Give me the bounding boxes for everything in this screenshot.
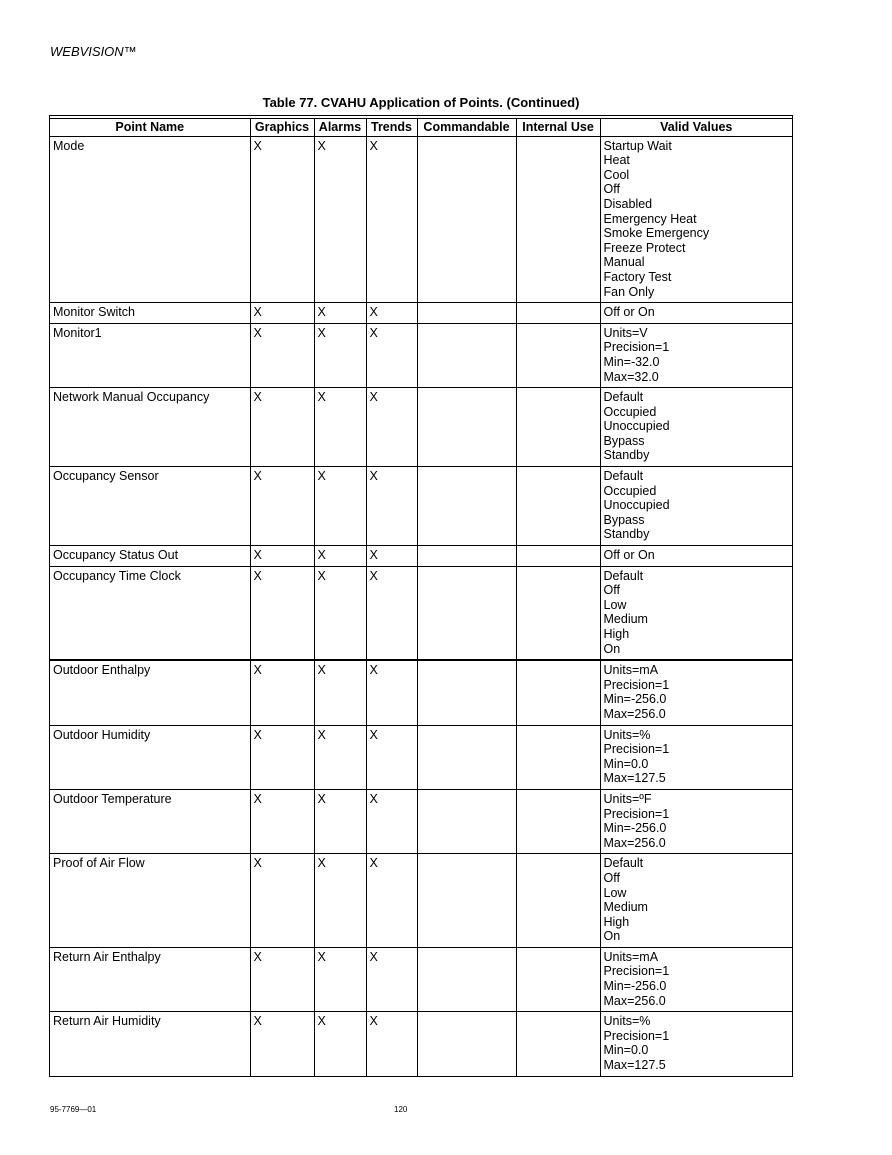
table-row <box>50 789 792 853</box>
graphics-cell: X <box>250 566 314 660</box>
valid-value-item: Heat <box>603 153 630 168</box>
internal-use-cell <box>516 660 600 725</box>
point-name-cell: Occupancy Status Out <box>50 546 250 567</box>
commandable-cell <box>417 947 516 1011</box>
commandable-cell <box>417 789 516 853</box>
valid-value-item: Min=-256.0 <box>603 692 667 707</box>
trends-cell: X <box>366 136 417 303</box>
valid-value-item: Max=127.5 <box>603 1058 666 1073</box>
points-table-frame <box>49 115 793 1077</box>
trends-cell: X <box>366 303 417 324</box>
valid-value-item: Unoccupied <box>603 419 670 434</box>
graphics-cell: X <box>250 789 314 853</box>
valid-value-item: Medium <box>603 612 648 627</box>
table-row <box>50 323 792 387</box>
table-row <box>50 546 792 567</box>
valid-value-item: Max=256.0 <box>603 835 666 850</box>
internal-use-cell <box>516 323 600 387</box>
commandable-cell <box>417 566 516 660</box>
valid-value-item: Precision=1 <box>603 677 670 692</box>
valid-values-cell <box>600 725 792 789</box>
table-title: Table 77. CVAHU Application of Points. (Continued) <box>262 95 580 110</box>
table-row <box>50 854 792 948</box>
alarms-cell: X <box>314 303 366 324</box>
column-header-alarms: Alarms <box>314 119 366 137</box>
valid-value-item: Bypass <box>603 433 645 448</box>
alarms-cell: X <box>314 566 366 660</box>
page-number: 120 <box>394 1105 408 1114</box>
valid-values-cell <box>600 789 792 853</box>
valid-value-item: Max=256.0 <box>603 993 666 1008</box>
valid-value-item: Min=-32.0 <box>603 354 660 369</box>
table-row <box>50 725 792 789</box>
document-brand-header: WEBVISION™ <box>50 44 137 59</box>
valid-value-item: On <box>603 929 621 944</box>
column-header-trends: Trends <box>366 119 417 137</box>
graphics-cell: X <box>250 136 314 303</box>
internal-use-cell <box>516 725 600 789</box>
column-header-valid-values: Valid Values <box>600 119 792 137</box>
valid-value-item: Off <box>603 870 620 885</box>
valid-value-item: Min=0.0 <box>603 1043 649 1058</box>
valid-value-item: Standby <box>603 448 650 463</box>
alarms-cell: X <box>314 1012 366 1076</box>
valid-values-cell <box>600 854 792 948</box>
internal-use-cell <box>516 566 600 660</box>
valid-value-item: Default <box>603 390 644 405</box>
valid-value-item: Standby <box>603 527 650 542</box>
graphics-cell: X <box>250 323 314 387</box>
point-name-cell: Occupancy Sensor <box>50 467 250 546</box>
table-row <box>50 566 792 660</box>
internal-use-cell <box>516 467 600 546</box>
alarms-cell: X <box>314 854 366 948</box>
valid-value-item: Disabled <box>603 196 653 211</box>
valid-value-item: Medium <box>603 900 648 915</box>
trends-cell: X <box>366 323 417 387</box>
alarms-cell: X <box>314 660 366 725</box>
valid-value-item: Precision=1 <box>603 964 670 979</box>
valid-value-item: Max=32.0 <box>603 369 659 384</box>
commandable-cell <box>417 303 516 324</box>
valid-values-cell <box>600 566 792 660</box>
graphics-cell: X <box>250 388 314 467</box>
point-name-cell: Monitor Switch <box>50 303 250 324</box>
trends-cell: X <box>366 854 417 948</box>
column-header-point-name: Point Name <box>50 119 250 137</box>
graphics-cell: X <box>250 660 314 725</box>
trends-cell: X <box>366 1012 417 1076</box>
valid-value-item: Default <box>603 568 644 583</box>
graphics-cell: X <box>250 1012 314 1076</box>
internal-use-cell <box>516 303 600 324</box>
valid-values-cell <box>600 303 792 324</box>
point-name-cell: Outdoor Temperature <box>50 789 250 853</box>
point-name-cell: Outdoor Enthalpy <box>50 660 250 725</box>
valid-value-item: Off or On <box>603 548 655 563</box>
table-row <box>50 467 792 546</box>
valid-value-item: Freeze Protect <box>603 240 686 255</box>
point-name-cell: Return Air Humidity <box>50 1012 250 1076</box>
point-name-cell: Outdoor Humidity <box>50 725 250 789</box>
alarms-cell: X <box>314 789 366 853</box>
commandable-cell <box>417 388 516 467</box>
valid-value-item: Precision=1 <box>603 1028 670 1043</box>
alarms-cell: X <box>314 136 366 303</box>
internal-use-cell <box>516 947 600 1011</box>
internal-use-cell <box>516 546 600 567</box>
valid-value-item: Min=0.0 <box>603 756 649 771</box>
trends-cell: X <box>366 566 417 660</box>
valid-values-cell <box>600 136 792 303</box>
commandable-cell <box>417 1012 516 1076</box>
valid-value-item: Units=mA <box>603 663 659 678</box>
trends-cell: X <box>366 660 417 725</box>
alarms-cell: X <box>314 947 366 1011</box>
trends-cell: X <box>366 725 417 789</box>
valid-value-item: Precision=1 <box>603 340 670 355</box>
table-row <box>50 303 792 324</box>
trends-cell: X <box>366 467 417 546</box>
internal-use-cell <box>516 1012 600 1076</box>
table-row <box>50 1012 792 1076</box>
valid-value-item: Fan Only <box>603 284 655 299</box>
table-row <box>50 136 792 303</box>
point-name-cell: Proof of Air Flow <box>50 854 250 948</box>
valid-value-item: Units=% <box>603 727 651 742</box>
table-row <box>50 947 792 1011</box>
valid-value-item: Unoccupied <box>603 498 670 513</box>
valid-value-item: Occupied <box>603 483 657 498</box>
graphics-cell: X <box>250 725 314 789</box>
commandable-cell <box>417 136 516 303</box>
valid-value-item: Off or On <box>603 305 655 320</box>
graphics-cell: X <box>250 467 314 546</box>
graphics-cell: X <box>250 546 314 567</box>
valid-values-cell <box>600 323 792 387</box>
valid-value-item: Factory Test <box>603 269 672 284</box>
valid-value-item: Default <box>603 469 644 484</box>
valid-value-item: Precision=1 <box>603 806 670 821</box>
valid-value-item: Max=256.0 <box>603 706 666 721</box>
valid-value-item: On <box>603 641 621 656</box>
valid-value-item: Smoke Emergency <box>603 226 710 241</box>
valid-value-item: Units=% <box>603 1014 651 1029</box>
valid-value-item: Units=mA <box>603 949 659 964</box>
internal-use-cell <box>516 854 600 948</box>
valid-value-item: Manual <box>603 255 645 270</box>
commandable-cell <box>417 725 516 789</box>
trends-cell: X <box>366 947 417 1011</box>
valid-value-item: High <box>603 627 630 641</box>
valid-values-cell <box>600 660 792 725</box>
trends-cell: X <box>366 789 417 853</box>
commandable-cell <box>417 546 516 567</box>
graphics-cell: X <box>250 947 314 1011</box>
valid-value-item: Default <box>603 856 644 871</box>
table-row <box>50 388 792 467</box>
valid-value-item: Max=127.5 <box>603 771 666 786</box>
graphics-cell: X <box>250 303 314 324</box>
column-header-internal-use: Internal Use <box>516 119 600 137</box>
valid-values-cell <box>600 546 792 567</box>
internal-use-cell <box>516 136 600 303</box>
valid-value-item: Units=ºF <box>603 791 652 806</box>
commandable-cell <box>417 660 516 725</box>
table-row <box>50 660 792 725</box>
alarms-cell: X <box>314 725 366 789</box>
valid-value-item: Min=-256.0 <box>603 821 667 836</box>
points-table <box>50 118 792 1076</box>
valid-value-item: Low <box>603 885 627 900</box>
alarms-cell: X <box>314 546 366 567</box>
valid-value-item: Bypass <box>603 512 645 527</box>
valid-value-item: Off <box>603 583 620 598</box>
valid-value-item: High <box>603 914 630 929</box>
commandable-cell <box>417 854 516 948</box>
trends-cell: X <box>366 546 417 567</box>
valid-value-item: Occupied <box>603 404 657 419</box>
point-name-cell: Return Air Enthalpy <box>50 947 250 1011</box>
table-header-row <box>50 119 792 137</box>
internal-use-cell <box>516 789 600 853</box>
alarms-cell: X <box>314 467 366 546</box>
column-header-commandable: Commandable <box>417 119 516 137</box>
valid-values-cell <box>600 947 792 1011</box>
point-name-cell: Monitor1 <box>50 323 250 387</box>
column-header-graphics: Graphics <box>250 119 314 137</box>
alarms-cell: X <box>314 388 366 467</box>
graphics-cell: X <box>250 854 314 948</box>
commandable-cell <box>417 323 516 387</box>
valid-values-cell <box>600 467 792 546</box>
valid-value-item: Cool <box>603 167 630 182</box>
valid-values-cell <box>600 388 792 467</box>
valid-value-item: Emergency Heat <box>603 211 697 226</box>
document-number: 95-7769—01 <box>50 1105 97 1114</box>
valid-values-cell <box>600 1012 792 1076</box>
valid-value-item: Precision=1 <box>603 742 670 757</box>
trends-cell: X <box>366 388 417 467</box>
points-table-body <box>50 136 792 1076</box>
point-name-cell: Occupancy Time Clock <box>50 566 250 660</box>
valid-value-item: Startup Wait <box>603 138 672 153</box>
point-name-cell: Mode <box>50 136 250 303</box>
point-name-cell: Network Manual Occupancy <box>50 388 250 467</box>
valid-value-item: Min=-256.0 <box>603 979 667 994</box>
valid-value-item: Low <box>603 597 627 612</box>
valid-value-item: Off <box>603 182 620 197</box>
internal-use-cell <box>516 388 600 467</box>
alarms-cell: X <box>314 323 366 387</box>
commandable-cell <box>417 467 516 546</box>
valid-value-item: Units=V <box>603 325 648 340</box>
